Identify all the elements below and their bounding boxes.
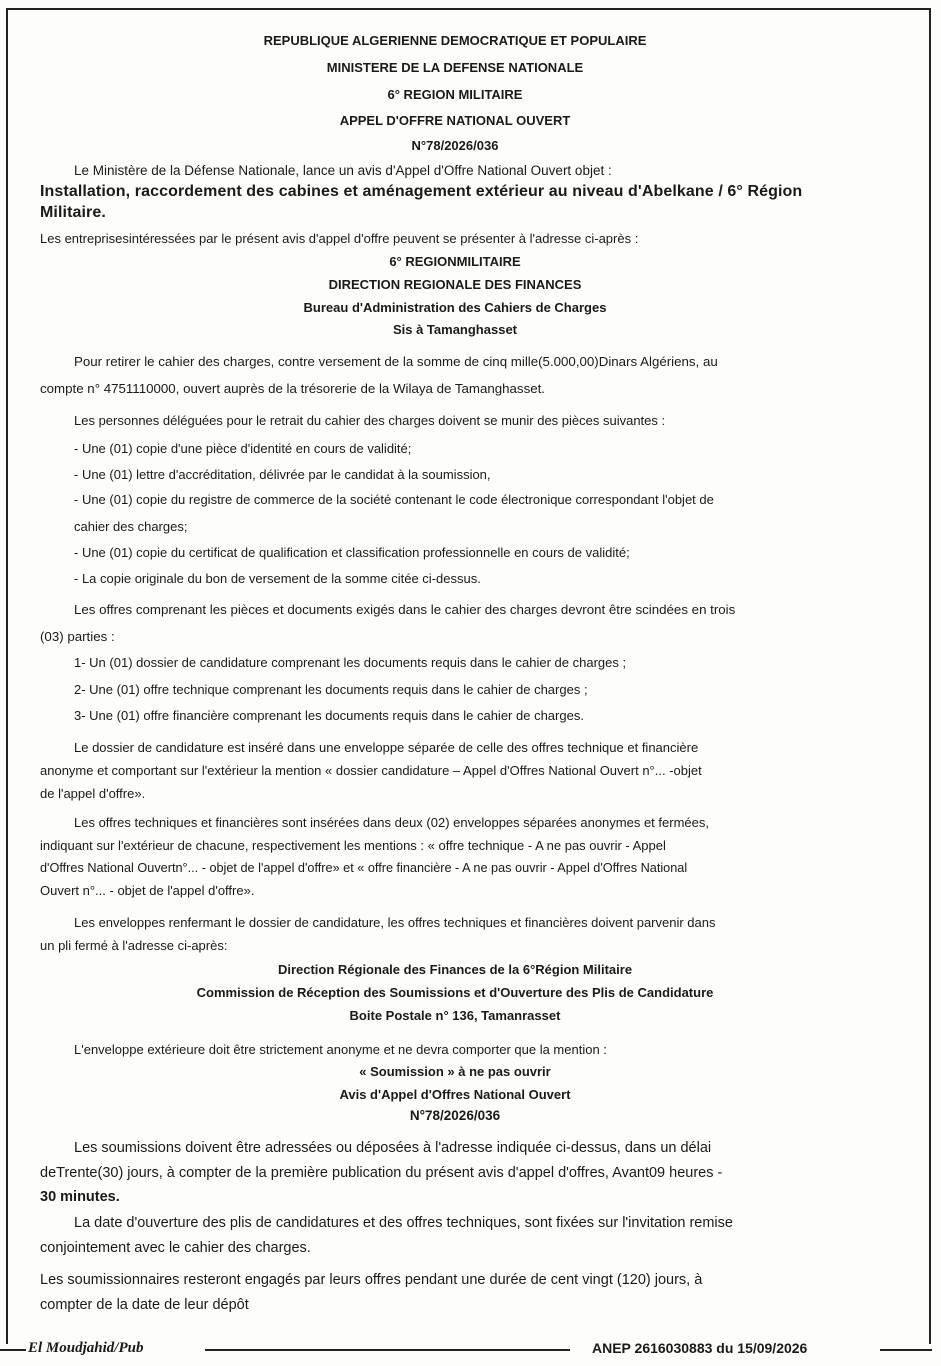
header-tender-type: APPEL D'OFFRE NATIONAL OUVERT (339, 113, 571, 128)
submission-line3: 30 minutes. (40, 1189, 120, 1205)
intro-address-prompt: Les entreprisesintéressées par le présent avis d'appel d'offre peuvent se présenter à l'adresse ci-après : (40, 231, 639, 246)
offers-intro-line2: (03) parties : (40, 629, 115, 644)
delegates-item-continued: cahier des charges; (74, 519, 188, 534)
address1-direction: DIRECTION REGIONALE DES FINANCES (328, 277, 582, 292)
footer-rule-left (0, 1349, 26, 1351)
outer-envelope-title: Avis d'Appel d'Offres National Ouvert (339, 1087, 571, 1102)
validity-line2: compter de la date de leur dépôt (40, 1297, 249, 1313)
offers-part: 1- Un (01) dossier de candidature comprenant les documents requis dans le cahier de charges ; (74, 655, 627, 670)
delegates-item: - La copie originale du bon de versement de la somme citée ci-dessus. (74, 571, 481, 586)
validity-line1: Les soumissionnaires resteront engagés par leurs offres pendant une durée de cent vingt (120) jours, à (40, 1272, 703, 1288)
delegates-intro: Les personnes déléguées pour le retrait du cahier des charges doivent se munir des pièces suivantes : (74, 413, 666, 428)
address1-region: 6° REGIONMILITAIRE (389, 254, 521, 269)
anep-reference: ANEP 2616030883 du 15/09/2026 (592, 1340, 808, 1356)
dossier-line2: anonyme et comportant sur l'extérieur la mention « dossier candidature – Appel d'Offres National Ouvert n°... -objet (40, 763, 702, 778)
header-ministry: MINISTERE DE LA DEFENSE NATIONALE (326, 60, 584, 75)
header-region: 6° REGION MILITAIRE (387, 87, 523, 102)
dossier-line3: de l'appel d'offre». (40, 786, 146, 801)
envelopes-line2: indiquant sur l'extérieur de chacune, respectivement les mentions : « offre technique - A ne pas ouvrir - Appel (40, 838, 666, 853)
delegates-item: - Une (01) copie du registre de commerce de la société contenant le code électronique correspondant l'objet de (74, 492, 714, 507)
opening-line2: conjointement avec le cahier des charges. (40, 1240, 311, 1256)
payment-line1: Pour retirer le cahier des charges, contre versement de la somme de cinq mille(5.000,00)Dinars Algériens, au (74, 354, 718, 369)
address1-location: Sis à Tamanghasset (392, 322, 518, 337)
outer-envelope-mention: « Soumission » à ne pas ouvrir (359, 1064, 551, 1079)
footer-rule-middle (205, 1349, 570, 1351)
offers-part: 2- Une (01) offre technique comprenant les documents requis dans le cahier de charges ; (74, 682, 588, 697)
address2-po-box: Boite Postale n° 136, Tamanrasset (349, 1008, 561, 1023)
address1-bureau: Bureau d'Administration des Cahiers de Charges (303, 300, 607, 315)
envelopes-line1: Les offres techniques et financières sont insérées dans deux (02) enveloppes séparées anonymes et fermées, (74, 815, 709, 830)
tender-object-line1: Installation, raccordement des cabines et aménagement extérieur au niveau d'Abelkane / 6° Région (40, 183, 803, 200)
address2-direction: Direction Régionale des Finances de la 6°Région Militaire (277, 962, 633, 977)
footer-rule-right (880, 1349, 932, 1351)
submission-line2: deTrente(30) jours, à compter de la première publication du présent avis d'appel d'offres, Avant09 heures - (40, 1165, 723, 1181)
delegates-item: - Une (01) copie d'une pièce d'identité en cours de validité; (74, 441, 412, 456)
address2-commission: Commission de Réception des Soumissions et d'Ouverture des Plis de Candidature (196, 985, 714, 1000)
outer-envelope-intro: L'enveloppe extérieure doit être strictement anonyme et ne devra comporter que la mention : (74, 1042, 607, 1057)
header-reference: N°78/2026/036 (411, 138, 499, 153)
delivery-line2: un pli fermé à l'adresse ci-après: (40, 938, 228, 953)
envelopes-line3: d'Offres National Ouvertn°... - objet de l'appel d'offre» et « offre financière - A ne pas ouvrir - Appel d'Offres National (40, 861, 688, 875)
payment-line2: compte n° 4751110000, ouvert auprès de la trésorerie de la Wilaya de Tamanghasset. (40, 381, 545, 396)
delegates-item: - Une (01) copie du certificat de qualification et classification professionnelle en cours de validité; (74, 545, 630, 560)
intro-text: Le Ministère de la Défense Nationale, lance un avis d'Appel d'Offre National Ouvert objet : (74, 163, 612, 178)
header-republic: REPUBLIQUE ALGERIENNE DEMOCRATIQUE ET POPULAIRE (263, 33, 647, 48)
dossier-line1: Le dossier de candidature est inséré dans une enveloppe séparée de celle des offres technique et financière (74, 740, 699, 755)
delegates-item: - Une (01) lettre d'accréditation, délivrée par le candidat à la soumission, (74, 467, 491, 482)
envelopes-line4: Ouvert n°... - objet de l'appel d'offre». (40, 883, 255, 898)
delivery-line1: Les enveloppes renfermant le dossier de candidature, les offres techniques et financières doivent parvenir dans (74, 915, 716, 930)
footer (0, 1337, 941, 1361)
publication-credit: El Moudjahid/Pub (28, 1340, 144, 1356)
opening-line1: La date d'ouverture des plis de candidatures et des offres techniques, sont fixées sur l'invitation remise (74, 1215, 733, 1231)
tender-object-line2: Militaire. (40, 204, 106, 221)
outer-envelope-reference: N°78/2026/036 (409, 1108, 501, 1123)
offers-part: 3- Une (01) offre financière comprenant les documents requis dans le cahier de charges. (74, 708, 584, 723)
submission-line1: Les soumissions doivent être adressées ou déposées à l'adresse indiquée ci-dessus, dans un délai (74, 1140, 712, 1156)
offers-intro-line1: Les offres comprenant les pièces et documents exigés dans le cahier des charges devront être scindées en trois (74, 602, 736, 617)
